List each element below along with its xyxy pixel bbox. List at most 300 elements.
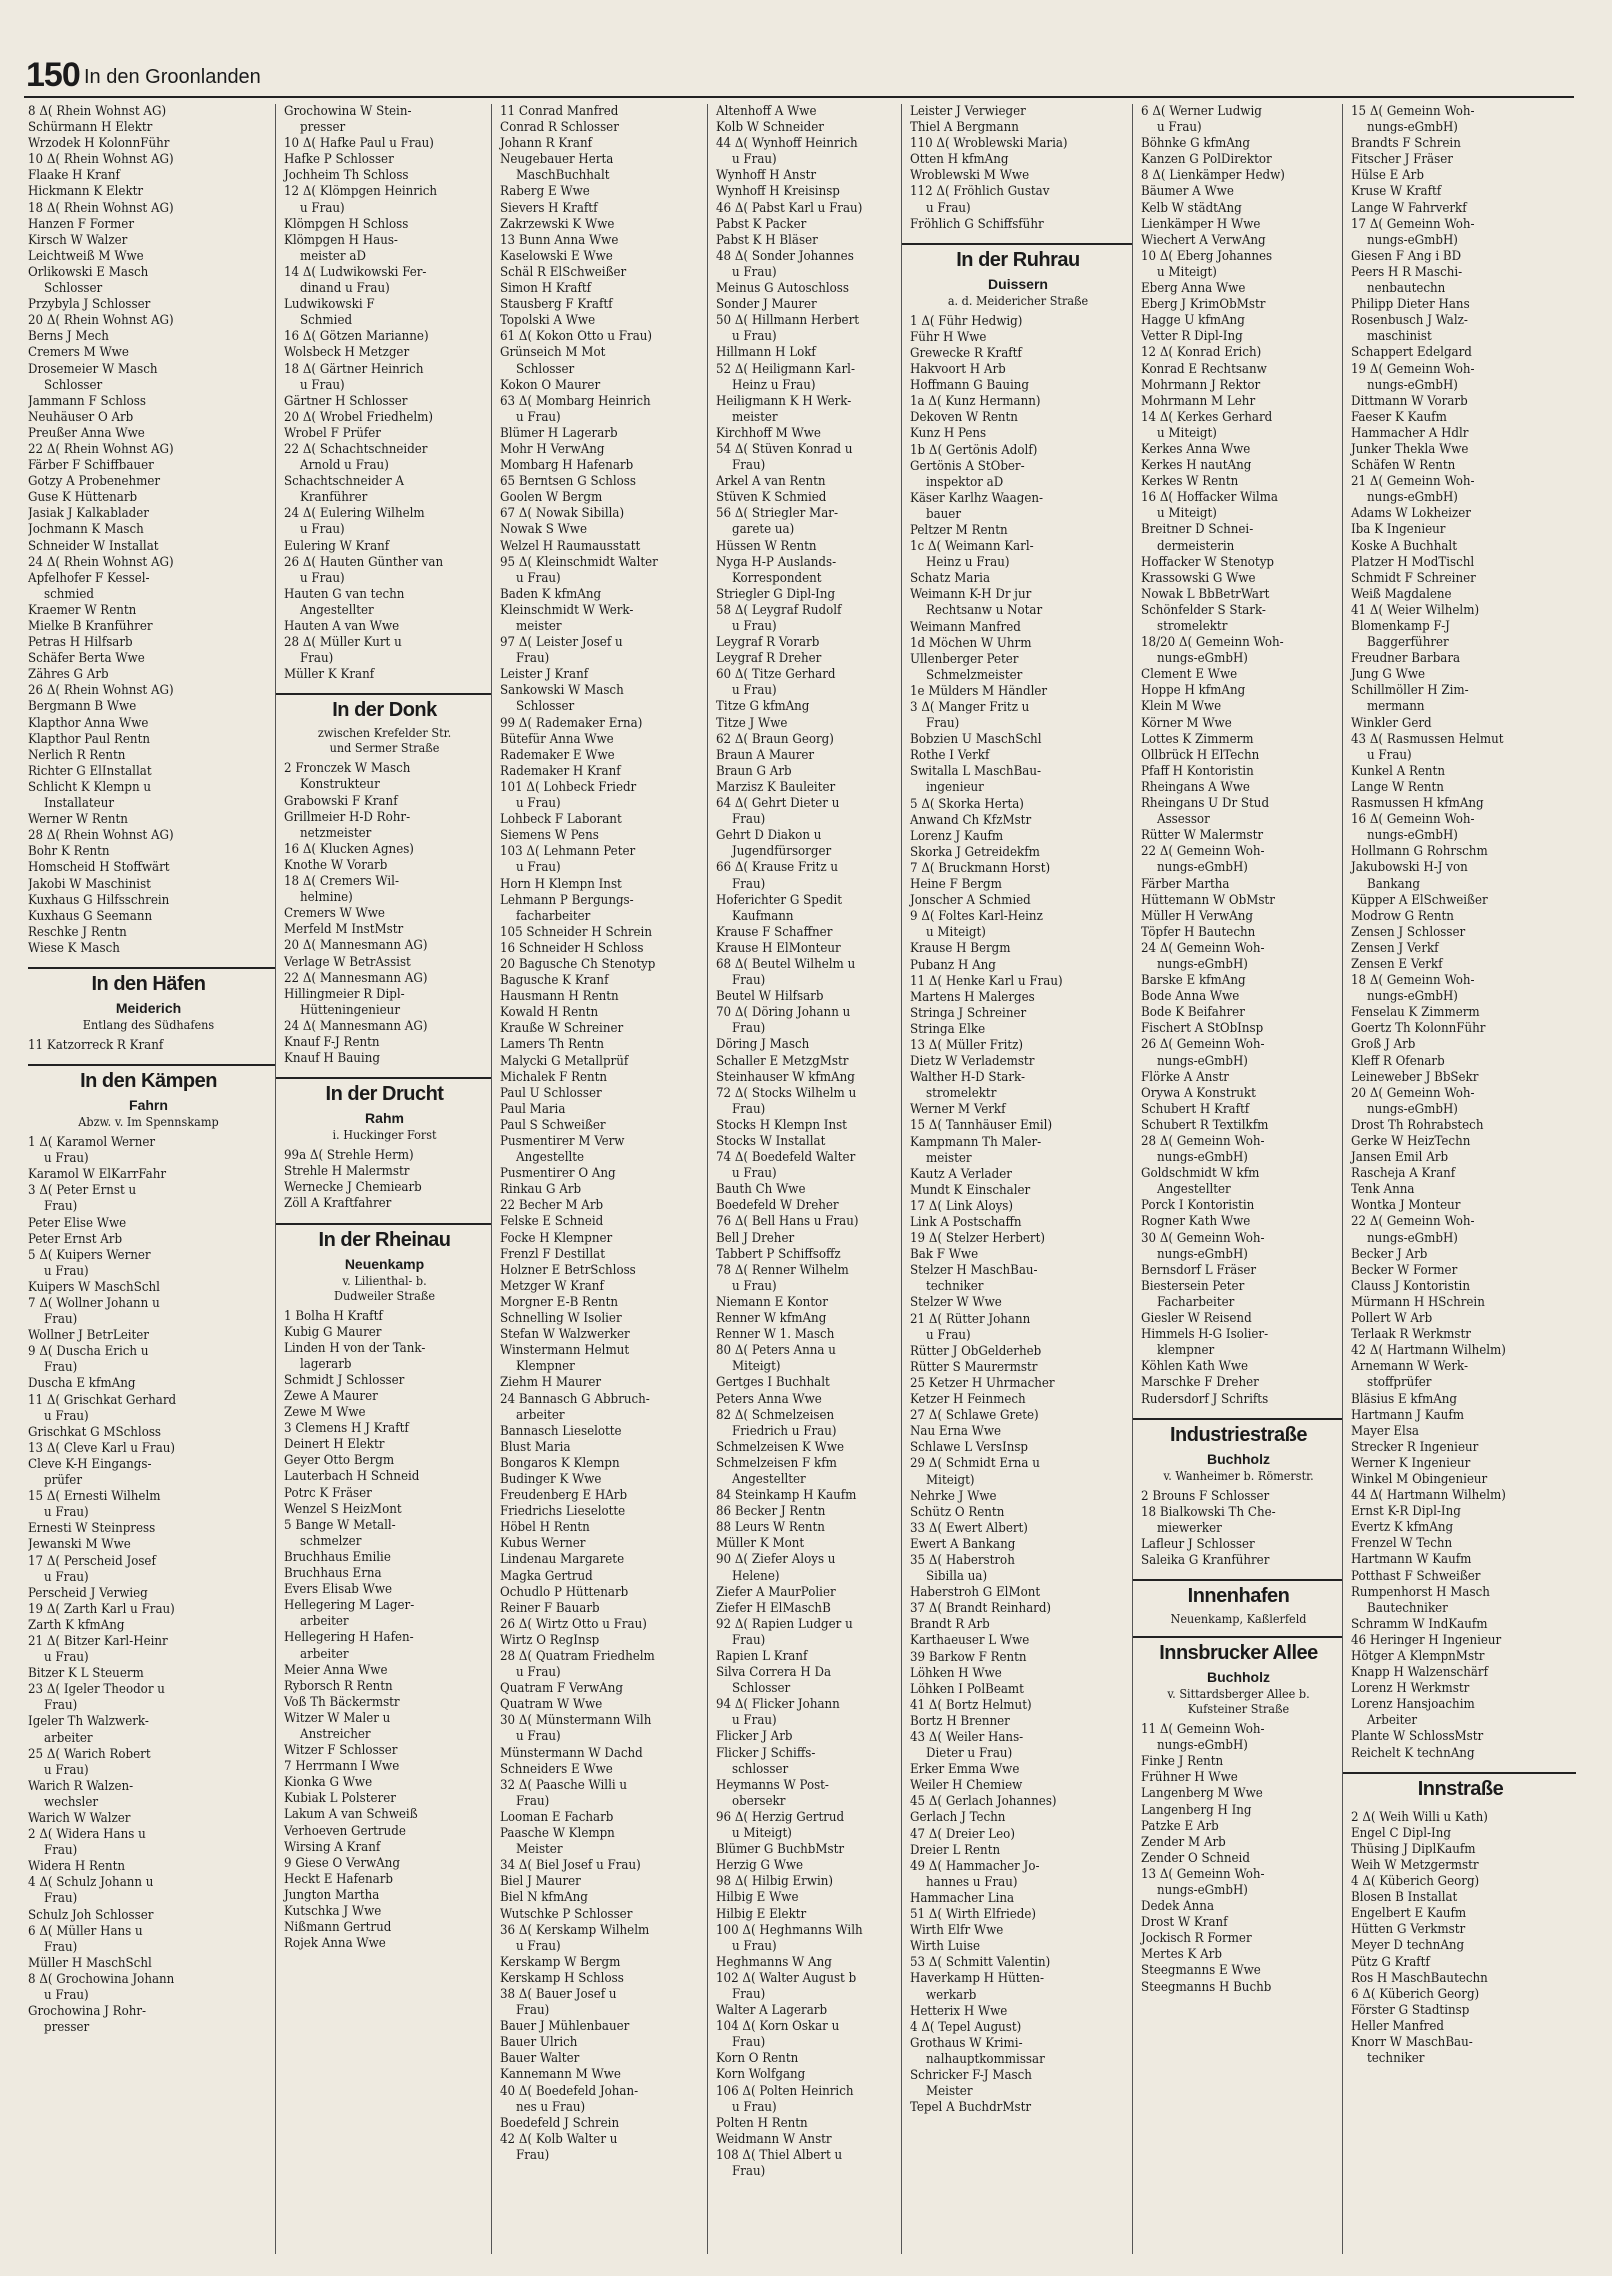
entry-continuation: u Frau)	[44, 1762, 89, 1778]
directory-entry: Cleve K-H Eingangs-	[28, 1456, 152, 1472]
directory-entry: 18 Bialkowski Th Che-	[1141, 1504, 1276, 1520]
directory-entry: Gotzy A Probenehmer	[28, 474, 161, 490]
directory-entry: Wiechert A VerwAng	[1141, 232, 1266, 248]
entry-continuation: Frau)	[44, 1939, 78, 1955]
directory-entry: Hoffmann G Bauing	[910, 378, 1029, 394]
directory-entry: 21 Δ( Gemeinn Woh-	[1351, 474, 1475, 490]
directory-entry: Leygraf R Dreher	[716, 651, 822, 667]
street-range-note: Abzw. v. Im Spennskamp	[78, 1114, 219, 1130]
directory-entry: 21 Δ( Rütter Johann	[910, 1311, 1031, 1327]
directory-entry: Krause F Schaffner	[716, 924, 833, 940]
directory-entry: Hüssen W Rentn	[716, 538, 817, 554]
directory-entry: Rinkau G Arb	[500, 1182, 582, 1198]
entry-continuation: u Frau)	[44, 1151, 89, 1167]
directory-entry: Rascheja A Kranf	[1351, 1166, 1456, 1182]
directory-entry: 61 Δ( Kokon Otto u Frau)	[500, 329, 653, 345]
entry-continuation: nungs-eGmbH)	[1367, 1230, 1458, 1246]
directory-entry: Ochudlo P Hüttenarb	[500, 1584, 629, 1600]
entry-continuation: Frau)	[44, 1698, 78, 1714]
entry-continuation: u Frau)	[44, 1408, 89, 1424]
entry-continuation: Frau)	[44, 1312, 78, 1328]
directory-entry: Bortz H Brenner	[910, 1713, 1010, 1729]
directory-entry: 16 Δ( Götzen Marianne)	[284, 329, 429, 345]
directory-entry: Steinhauser W kfmAng	[716, 1069, 855, 1085]
entry-continuation: hannes u Frau)	[926, 1874, 1018, 1890]
entry-continuation: nungs-eGmbH)	[1367, 120, 1458, 136]
directory-entry: Cremers M Wwe	[28, 345, 129, 361]
directory-entry: 6 Δ( Müller Hans u	[28, 1923, 143, 1939]
directory-entry: Bongaros K Klempn	[500, 1455, 620, 1471]
directory-entry: Lakum A van Schweiß	[284, 1807, 418, 1823]
directory-entry: 102 Δ( Walter August b	[716, 1970, 857, 1986]
directory-entry: Käser Karlhz Waagen-	[910, 490, 1043, 506]
directory-entry: Kokon O Maurer	[500, 377, 601, 393]
directory-entry: Hoffacker W Stenotyp	[1141, 554, 1274, 570]
directory-entry: Hickmann K Elektr	[28, 184, 144, 200]
directory-entry: Jakubowski H-J von	[1351, 860, 1468, 876]
directory-entry: Orywa A Konstrukt	[1141, 1085, 1256, 1101]
directory-entry: Kubig G Maurer	[284, 1324, 382, 1340]
directory-entry: Porck I Kontoristin	[1141, 1198, 1255, 1214]
directory-entry: Skorka J Getreidekfm	[910, 844, 1040, 860]
directory-entry: Grabowski F Kranf	[284, 793, 398, 809]
entry-continuation: u Frau)	[732, 1713, 777, 1729]
directory-entry: Perscheid J Verwieg	[28, 1585, 148, 1601]
directory-entry: Kowald H Rentn	[500, 1005, 599, 1021]
directory-entry: Morgner E-B Rentn	[500, 1294, 619, 1310]
directory-entry: 18/20 Δ( Gemeinn Woh-	[1141, 635, 1284, 651]
directory-entry: Simon H Kraftf	[500, 281, 591, 297]
directory-entry: Jonscher A Schmied	[910, 893, 1031, 909]
directory-entry: Weiler H Chemiew	[910, 1778, 1023, 1794]
directory-entry: Wrzodek H KolonnFühr	[28, 136, 170, 152]
directory-entry: 13 Δ( Gemeinn Woh-	[1141, 1866, 1265, 1882]
directory-entry: Bauer Walter	[500, 2051, 580, 2067]
directory-entry: 13 Δ( Cleve Karl u Frau)	[28, 1440, 176, 1456]
directory-entry: Hammacher Lina	[910, 1890, 1015, 1906]
entry-continuation: Miteigt)	[926, 1472, 975, 1488]
directory-entry: Goertz Th KolonnFühr	[1351, 1021, 1486, 1037]
directory-entry: Dietz W Verlademstr	[910, 1054, 1035, 1070]
directory-entry: Wontka J Monteur	[1351, 1198, 1461, 1214]
district-name: Meiderich	[115, 999, 182, 1016]
directory-entry: Deinert H Elektr	[284, 1437, 385, 1453]
directory-entry: 18 Δ( Gärtner Heinrich	[284, 361, 424, 377]
directory-entry: Wiese K Masch	[28, 940, 120, 956]
directory-entry: Hetterix H Wwe	[910, 2003, 1008, 2019]
directory-entry: Grischkat G MSchloss	[28, 1424, 162, 1440]
directory-entry: Evertz K kfmAng	[1351, 1520, 1454, 1536]
directory-entry: Bauer Ulrich	[500, 2035, 578, 2051]
entry-continuation: Heinz u Frau)	[732, 377, 816, 393]
district-name: Duissern	[988, 275, 1048, 292]
directory-entry: Steegmanns H Buchb	[1141, 1979, 1272, 1995]
directory-entry: Zarth K kfmAng	[28, 1617, 125, 1633]
directory-entry: 44 Δ( Hartmann Wilhelm)	[1351, 1488, 1506, 1504]
entry-continuation: werkarb	[926, 1987, 977, 2003]
directory-entry: 8 Δ( Grochowina Johann	[28, 1971, 175, 1987]
directory-entry: Kleff R Ofenarb	[1351, 1053, 1445, 1069]
entry-continuation: Frau)	[926, 716, 960, 732]
directory-entry: Philipp Dieter Hans	[1351, 297, 1470, 313]
entry-continuation: presser	[44, 2020, 90, 2036]
directory-entry: Orlikowski E Masch	[28, 264, 149, 280]
directory-entry: 1a Δ( Kunz Hermann)	[910, 394, 1041, 410]
directory-entry: Haberstroh G ElMont	[910, 1585, 1041, 1601]
directory-entry: 17 Δ( Gemeinn Woh-	[1351, 216, 1475, 232]
directory-entry: Lorenz H Werkmstr	[1351, 1681, 1470, 1697]
directory-entry: Linden H von der Tank-	[284, 1340, 426, 1356]
directory-entry: Thüsing J DiplKaufm	[1351, 1841, 1476, 1857]
directory-entry: Faeser K Kaufm	[1351, 409, 1447, 425]
directory-entry: 54 Δ( Stüven Konrad u	[716, 441, 853, 457]
directory-entry: Karamol W ElKarrFahr	[28, 1167, 167, 1183]
directory-entry: Groß J Arb	[1351, 1037, 1416, 1053]
entry-continuation: nungs-eGmbH)	[1367, 377, 1458, 393]
entry-continuation: Assessor	[1157, 812, 1210, 828]
directory-entry: Müller H MaschSchl	[28, 1955, 152, 1971]
directory-entry: Mundt K Einschaler	[910, 1182, 1031, 1198]
directory-entry: Evers Elisab Wwe	[284, 1582, 393, 1598]
directory-entry: 67 Δ( Nowak Sibilla)	[500, 506, 625, 522]
directory-entry: 24 Δ( Eulering Wilhelm	[284, 506, 425, 522]
directory-entry: 88 Leurs W Rentn	[716, 1520, 825, 1536]
directory-entry: 66 Δ( Krause Fritz u	[716, 860, 839, 876]
directory-entry: Dittmann W Vorarb	[1351, 393, 1468, 409]
directory-entry: Freudner Barbara	[1351, 651, 1461, 667]
directory-entry: Rojek Anna Wwe	[284, 1936, 386, 1952]
directory-entry: Förster G Stadtinsp	[1351, 2002, 1470, 2018]
directory-entry: 53 Δ( Schmitt Valentin)	[910, 1955, 1051, 1971]
directory-entry: 26 Δ( Hauten Günther van	[284, 554, 444, 570]
directory-entry: 34 Δ( Biel Josef u Frau)	[500, 1858, 641, 1874]
directory-entry: Duscha E kfmAng	[28, 1376, 136, 1392]
directory-entry: Knauf H Bauing	[284, 1051, 380, 1067]
directory-entry: 11 Δ( Gemeinn Woh-	[1141, 1722, 1265, 1738]
directory-entry: Pubanz H Ang	[910, 957, 996, 973]
directory-entry: Flicker J Schiffs-	[716, 1745, 816, 1761]
directory-entry: Drosemeier W Masch	[28, 361, 158, 377]
directory-entry: 95 Δ( Kleinschmidt Walter	[500, 554, 658, 570]
directory-entry: Tenk Anna	[1351, 1182, 1415, 1198]
directory-entry: Paul Maria	[500, 1101, 566, 1117]
directory-entry: Weimann Manfred	[910, 619, 1021, 635]
directory-entry: Kelb W städtAng	[1141, 200, 1242, 216]
entry-continuation: u Frau)	[516, 796, 561, 812]
directory-entry: Sievers H Kraftf	[500, 200, 598, 216]
directory-entry: 94 Δ( Flicker Johann	[716, 1697, 840, 1713]
directory-entry: 58 Δ( Leygraf Rudolf	[716, 602, 842, 618]
directory-entry: Gehrt D Diakon u	[716, 828, 822, 844]
directory-column	[1132, 104, 1342, 2254]
directory-entry: Schulz Joh Schlosser	[28, 1907, 154, 1923]
street-section	[910, 243, 1126, 308]
directory-entry: Hötger A KlempnMstr	[1351, 1649, 1485, 1664]
directory-entry: Homscheid H Stoffwärt	[28, 860, 170, 876]
directory-entry: Pütz G Kraftf	[1351, 1954, 1430, 1970]
directory-entry: Focke H Klempner	[500, 1230, 613, 1246]
directory-entry: 22 Δ( Mannesmann AG)	[284, 970, 428, 986]
directory-entry: Wrobel F Prüfer	[284, 425, 381, 441]
directory-entry: Plante W SchlossMstr	[1351, 1729, 1484, 1745]
directory-entry: 26 Δ( Wirtz Otto u Frau)	[500, 1616, 647, 1632]
directory-entry: 70 Δ( Döring Johann u	[716, 1005, 851, 1021]
directory-entry: Döring J Masch	[716, 1037, 810, 1053]
directory-entry: Junker Thekla Wwe	[1351, 441, 1469, 457]
directory-entry: Budinger K Wwe	[500, 1471, 602, 1487]
entry-continuation: u Miteigt)	[1157, 264, 1217, 280]
directory-entry: 7 Δ( Wollner Johann u	[28, 1296, 160, 1311]
directory-entry: Peers H R Maschi-	[1351, 264, 1463, 280]
directory-entry: 74 Δ( Boedefeld Walter	[716, 1150, 856, 1166]
district-name: Fahrn	[129, 1097, 168, 1114]
directory-entry: Färber Martha	[1141, 876, 1230, 892]
directory-entry: Körner M Wwe	[1141, 715, 1232, 731]
directory-entry: Lorenz J Kaufm	[910, 828, 1004, 844]
directory-entry: Hollmann G Rohrschm	[1351, 844, 1488, 860]
directory-entry: Paul S Schweißer	[500, 1117, 606, 1133]
directory-entry: Pabst K H Bläser	[716, 232, 818, 248]
directory-entry: Lauterbach H Schneid	[284, 1469, 420, 1485]
entry-continuation: Arnold u Frau)	[300, 458, 389, 474]
directory-entry: Schmelzeisen K Wwe	[716, 1439, 845, 1455]
directory-entry: 6 Δ( Werner Ludwig	[1141, 104, 1262, 119]
street-range-note: v. Sittardsberger Allee b.	[1167, 1686, 1310, 1702]
entry-continuation: nungs-eGmbH)	[1157, 860, 1248, 876]
directory-entry: Sankowski W Masch	[500, 683, 624, 699]
directory-entry: Meier Anna Wwe	[284, 1662, 388, 1678]
directory-entry: Switalla L MaschBau-	[910, 764, 1042, 780]
directory-entry: Kuxhaus G Seemann	[28, 908, 153, 924]
directory-entry: 44 Δ( Wynhoff Heinrich	[716, 136, 858, 152]
directory-entry: 108 Δ( Thiel Albert u	[716, 2147, 843, 2163]
directory-entry: Rudersdorf J Schrifts	[1141, 1391, 1269, 1407]
entry-continuation: helmine)	[300, 890, 353, 906]
directory-entry: 84 Steinkamp H Kaufm	[716, 1488, 857, 1504]
directory-entry: Ziefer H ElMaschB	[716, 1600, 831, 1616]
entry-continuation: u Frau)	[732, 1938, 777, 1954]
entry-continuation: Frau)	[44, 1199, 78, 1215]
directory-entry: 65 Berntsen G Schloss	[500, 474, 636, 490]
directory-entry: 99 Δ( Rademaker Erna)	[500, 715, 643, 731]
directory-entry: Dekoven W Rentn	[910, 410, 1018, 426]
entry-continuation: Bautechniker	[1367, 1600, 1448, 1616]
directory-entry: Reiner F Bauarb	[500, 1600, 600, 1616]
directory-entry: Müller K Mont	[716, 1536, 805, 1552]
entry-continuation: u Frau)	[300, 522, 345, 538]
directory-entry: Marzisz K Bauleiter	[716, 779, 836, 795]
directory-entry: 1 Δ( Karamol Werner	[28, 1135, 156, 1151]
directory-entry: Kubus Werner	[500, 1536, 586, 1552]
entry-continuation: Anstreicher	[300, 1726, 371, 1742]
entry-continuation: meister aD	[300, 248, 366, 264]
directory-entry: 10 Δ( Hafke Paul u Frau)	[284, 136, 434, 152]
directory-entry: Igeler Th Walzwerk-	[28, 1714, 149, 1730]
directory-entry: Adams W Lokheizer	[1351, 506, 1471, 522]
entry-continuation: u Frau)	[732, 1166, 777, 1182]
district-name: Rahm	[365, 1110, 404, 1127]
directory-entry: 2 Fronczek W Masch	[284, 761, 411, 777]
directory-entry: Zensen J Schlosser	[1351, 924, 1466, 940]
directory-entry: Freudenberg E HArb	[500, 1488, 628, 1504]
directory-entry: Giesen F Ang i BD	[1351, 248, 1462, 264]
directory-entry: 28 Δ( Gemeinn Woh-	[1141, 1134, 1265, 1149]
directory-entry: Gärtner H Schlosser	[284, 393, 408, 409]
directory-entry: Schmelzeisen F kfm	[716, 1455, 837, 1471]
directory-entry: Ziefer A MaurPolier	[716, 1584, 836, 1600]
entry-continuation: stromelektr	[1157, 619, 1228, 634]
directory-entry: Mayer Elsa	[1351, 1423, 1419, 1439]
entry-continuation: garete ua)	[732, 522, 795, 538]
directory-entry: 78 Δ( Renner Wilhelm	[716, 1262, 849, 1278]
directory-entry: Krause H Bergm	[910, 941, 1011, 957]
entry-continuation: Klempner	[516, 1359, 575, 1375]
directory-entry: Klömpgen H Schloss	[284, 216, 409, 232]
directory-entry: Löhken I PolBeamt	[910, 1681, 1024, 1697]
directory-entry: Wutschke P Schlosser	[500, 1906, 633, 1922]
directory-entry: Schubert H Kraftf	[1141, 1101, 1250, 1117]
directory-entry: 1b Δ( Gertönis Adolf)	[910, 442, 1038, 458]
directory-entry: Witzer F Schlosser	[284, 1743, 398, 1759]
directory-entry: Hellegering M Lager-	[284, 1598, 415, 1614]
directory-entry: 1d Möchen W Uhrm	[910, 635, 1032, 651]
directory-entry: Bitzer K L Steuerm	[28, 1666, 144, 1682]
street-section	[1141, 1418, 1336, 1483]
directory-entry: Nißmann Gertrud	[284, 1920, 392, 1936]
directory-entry: Heymanns W Post-	[716, 1777, 829, 1793]
directory-entry: Bütefür Anna Wwe	[500, 731, 614, 747]
directory-entry: 104 Δ( Korn Oskar u	[716, 2019, 840, 2035]
directory-entry: Arnemann W Werk-	[1351, 1359, 1469, 1375]
entry-continuation: presser	[300, 120, 346, 136]
directory-entry: Polten H Rentn	[716, 2115, 808, 2131]
entry-continuation: Frau)	[44, 1360, 78, 1376]
directory-entry: 16 Δ( Gemeinn Woh-	[1351, 812, 1475, 828]
directory-entry: Bergmann B Wwe	[28, 699, 137, 715]
directory-entry: Rothe I Verkf	[910, 748, 990, 764]
directory-entry: Magka Gertrud	[500, 1568, 593, 1584]
directory-entry: Metzger W Kranf	[500, 1278, 604, 1294]
entry-continuation: bauer	[926, 506, 961, 522]
directory-entry: Hoppe H kfmAng	[1141, 683, 1246, 699]
directory-entry: Schönfelder S Stark-	[1141, 602, 1266, 618]
directory-entry: Frühner H Wwe	[1141, 1770, 1238, 1786]
entry-continuation: u Frau)	[1367, 747, 1412, 763]
directory-entry: Jockisch R Former	[1141, 1931, 1252, 1947]
directory-entry: Bruchhaus Erna	[284, 1566, 382, 1582]
directory-entry: Korn Wolfgang	[716, 2067, 806, 2083]
directory-entry: 106 Δ( Polten Heinrich	[716, 2083, 854, 2099]
directory-entry: Saleika G Kranführer	[1141, 1552, 1270, 1568]
directory-entry: Steegmanns E Wwe	[1141, 1963, 1261, 1979]
directory-entry: 5 Δ( Skorka Herta)	[910, 796, 1024, 812]
directory-entry: Klömpgen H Haus-	[284, 232, 398, 248]
directory-entry: 19 Δ( Stelzer Herbert)	[910, 1231, 1045, 1247]
directory-entry: Gertönis A StOber-	[910, 458, 1025, 474]
directory-entry: Meinus G Autoschloss	[716, 281, 849, 297]
directory-entry: 41 Δ( Bortz Helmut)	[910, 1697, 1032, 1713]
entry-continuation: u Frau)	[926, 1327, 971, 1343]
directory-entry: Reschke J Rentn	[28, 924, 127, 940]
directory-entry: Kannemann M Wwe	[500, 2067, 621, 2083]
entry-continuation: Frau)	[516, 651, 550, 667]
directory-entry: 23 Δ( Igeler Theodor u	[28, 1682, 165, 1698]
directory-entry: Breitner D Schnei-	[1141, 522, 1254, 538]
directory-entry: 11 Conrad Manfred	[500, 104, 619, 119]
entry-continuation: Frau)	[732, 812, 766, 828]
directory-entry: Pusmentirer M Verw	[500, 1134, 625, 1149]
directory-entry: Schütz O Rentn	[910, 1504, 1005, 1520]
directory-entry: Hillingmeier R Dipl-	[284, 986, 405, 1002]
directory-entry: 101 Δ( Lohbeck Friedr	[500, 779, 637, 795]
directory-entry: Müller H VerwAng	[1141, 908, 1253, 924]
directory-entry: Winstermann Helmut	[500, 1343, 630, 1359]
street-range-note: und Sermer Straße	[329, 740, 440, 756]
page-number: 150	[26, 56, 80, 94]
directory-entry: Walter A Lagerarb	[716, 2003, 828, 2019]
directory-entry: 10 Δ( Rhein Wohnst AG)	[28, 152, 174, 168]
entry-continuation: Schmied	[300, 313, 353, 329]
directory-entry: 29 Δ( Schmidt Erna u	[910, 1456, 1040, 1472]
directory-entry: Siemens W Pens	[500, 828, 599, 844]
directory-entry: Blust Maria	[500, 1439, 571, 1455]
directory-entry: Zähres G Arb	[28, 667, 109, 683]
entry-continuation: Arbeiter	[1367, 1713, 1418, 1729]
entry-continuation: Rechtsanw u Notar	[926, 603, 1043, 619]
directory-entry: Neugebauer Herta	[500, 152, 614, 168]
directory-entry: Peter Ernst Arb	[28, 1231, 123, 1247]
street-heading: In den Häfen	[91, 972, 206, 995]
street-section	[1351, 1772, 1570, 1804]
entry-continuation: nungs-eGmbH)	[1367, 1101, 1458, 1117]
directory-entry: 13 Δ( Müller Fritz)	[910, 1037, 1024, 1053]
entry-continuation: nungs-eGmbH)	[1157, 956, 1248, 972]
directory-entry: 3 Δ( Peter Ernst u	[28, 1183, 137, 1199]
directory-entry: Kerkes W Rentn	[1141, 474, 1239, 490]
directory-entry: 22 Δ( Rhein Wohnst AG)	[28, 441, 174, 457]
entry-continuation: Bankang	[1367, 876, 1420, 892]
directory-entry: Altenhoff A Wwe	[716, 104, 817, 119]
directory-entry: Looman E Facharb	[500, 1809, 614, 1825]
directory-entry: Stüven K Schmied	[716, 490, 827, 506]
directory-entry: Paul U Schlosser	[500, 1085, 602, 1101]
directory-entry: Peters Anna Wwe	[716, 1391, 822, 1407]
directory-entry: Bobzien U MaschSchl	[910, 732, 1042, 748]
entry-continuation: Baggerführer	[1367, 635, 1449, 651]
directory-entry: Petras H Hilfsarb	[28, 635, 133, 651]
directory-entry: Engel C Dipl-Ing	[1351, 1825, 1451, 1841]
directory-entry: Rütter W Malermstr	[1141, 828, 1264, 844]
entry-continuation: Frau)	[732, 973, 766, 989]
directory-entry: 42 Δ( Hartmann Wilhelm)	[1351, 1343, 1506, 1359]
entry-continuation: Jugendfürsorger	[732, 844, 832, 860]
entry-continuation: arbeiter	[516, 1407, 565, 1423]
directory-entry: Werner K Ingenieur	[1351, 1455, 1471, 1471]
directory-entry: Grochowina J Rohr-	[28, 2004, 147, 2020]
street-section	[1141, 1636, 1336, 1716]
directory-entry: Stringa Elke	[910, 1021, 986, 1037]
directory-entry: Kerkes H nautAng	[1141, 458, 1252, 474]
directory-entry: Goldschmidt W kfm	[1141, 1166, 1260, 1182]
directory-entry: Grothaus W Krimi-	[910, 2035, 1023, 2051]
entry-continuation: Miteigt)	[732, 1359, 781, 1375]
directory-entry: 86 Becker J Rentn	[716, 1504, 826, 1520]
entry-continuation: Frau)	[732, 1986, 766, 2002]
entry-continuation: Angestellter	[300, 602, 374, 618]
directory-entry: Böhnke G kfmAng	[1141, 136, 1250, 152]
entry-continuation: Angestellter	[1157, 1182, 1231, 1198]
directory-entry: Widera H Rentn	[28, 1859, 125, 1875]
